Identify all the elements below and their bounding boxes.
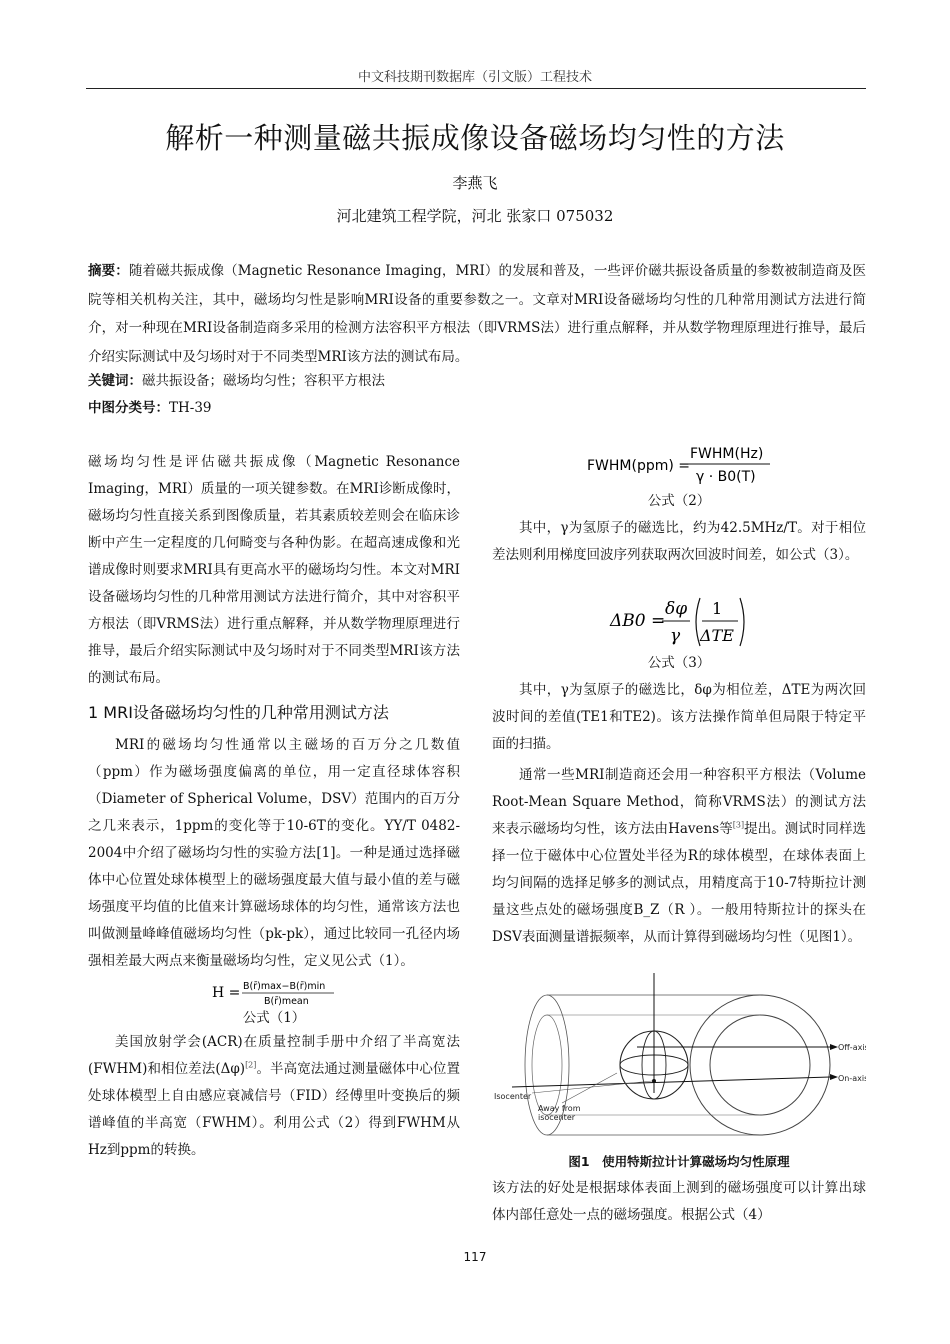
formula-2-denominator: γ · B0(T) — [696, 469, 756, 485]
keywords-label: 关键词： — [88, 373, 142, 389]
formula-2-svg — [492, 440, 866, 488]
formula-3-inner-numerator: 1 — [712, 599, 723, 618]
running-header: 中文科技期刊数据库（引文版）工程技术 — [357, 70, 592, 85]
classification — [88, 397, 866, 419]
on-axis-line — [512, 1077, 830, 1087]
formula-2-numerator: FWHM(Hz) — [690, 446, 764, 462]
formula-3-svg — [492, 592, 866, 652]
formula-3-numerator: δφ — [665, 599, 688, 619]
formula-1-numerator: B(r̄)max−B(r̄)min — [243, 981, 326, 992]
classification-label: 中图分类号： — [88, 400, 169, 416]
left-column — [88, 449, 460, 1164]
page-number: 117 — [463, 1250, 487, 1264]
affiliation: 河北建筑工程学院，河北 张家口 075032 — [336, 207, 614, 225]
figure-1-diagram — [492, 973, 866, 1151]
away-label-line1: Away from — [538, 1104, 581, 1113]
formula-1-label: 公式（1） — [242, 1010, 306, 1026]
formula-3-label: 公式（3） — [647, 655, 711, 671]
formula-2-lhs: FWHM(ppm) = — [587, 458, 691, 474]
keywords — [88, 370, 866, 392]
abstract — [88, 257, 866, 371]
formula-3-lhs: ΔB0 = — [610, 611, 666, 631]
formula-3-right-paren — [740, 598, 744, 646]
gamma-paragraph-1: 其中，γ为氢原子的磁选比，约为42.5MHz/T。对于相位差法则利用梯度回波序列获取两次回波时间差，如公式（3）。 — [492, 520, 866, 563]
away-label-line2: isocenter — [538, 1113, 576, 1122]
off-axis-label: Off-axis — [838, 1043, 866, 1052]
formula-1-svg — [88, 977, 460, 1007]
gamma-paragraph-2: 其中，γ为氢原子的磁选比，δφ为相位差，ΔTE为两次回波时间的差值(TE1和TE2)。该方法操作简单但局限于特定平面的扫描。 — [492, 682, 866, 752]
formula-2-label: 公式（2） — [647, 493, 711, 509]
formula-3 — [492, 592, 866, 652]
cylinder-back-ring-outer — [690, 995, 830, 1135]
cylinder-back-ring-inner — [710, 1015, 810, 1115]
citation-2: [2] — [245, 1060, 257, 1070]
right-column-bottom — [492, 650, 866, 951]
vrms-text-b: 提出。测试时同样选择一位于磁体中心位置处半径为R的球体模型，在球体表面上均匀间隔的选择足够多的测试点，用精度高于10-7特斯拉计测量这些点处的磁场强度B_Z（R ）。一般用特斯拉计的探头在DSV表面测量谱振频率，从而计算得到磁场均匀性（见图1）。 — [492, 821, 867, 945]
off-axis-arrowhead — [830, 1044, 838, 1050]
formula-1-denominator: B(r̄)mean — [264, 996, 309, 1007]
vrms-paragraph — [492, 762, 866, 951]
article-title: 解析一种测量磁共振成像设备磁场均匀性的方法 — [165, 121, 785, 155]
keywords-text: 磁共振设备；磁场均匀性；容积平方根法 — [142, 373, 385, 389]
isocenter-pointer — [532, 1081, 652, 1093]
right-column-top — [492, 488, 866, 569]
isocenter-dot — [652, 1079, 656, 1083]
acr-paragraph — [88, 1029, 460, 1164]
isocenter-label: Isocenter — [494, 1092, 532, 1101]
formula-2 — [492, 440, 866, 488]
section-1-heading: 1 MRI设备磁场均匀性的几种常用测试方法 — [88, 703, 389, 722]
away-pointer — [562, 1073, 617, 1103]
figure-1-caption: 图1 使用特斯拉计计算磁场均匀性原理 — [568, 1154, 790, 1169]
header-rule — [86, 88, 866, 89]
bore-front-ring — [532, 1015, 562, 1115]
formula-3-inner-denominator: ΔTE — [700, 626, 734, 645]
closing-paragraph: 该方法的好处是根据球体表面上测到的磁场强度可以计算出球体内部任意处一点的磁场强度。根据公式（4） — [492, 1180, 866, 1223]
vrms-text-a: 通常一些MRI制造商还会用一种容积平方根法（Volume Root-Mean Square Method，简称VRMS法）的测试方法来表示磁场均匀性，该方法由Havens等 — [492, 767, 866, 837]
formula-1 — [88, 977, 460, 1007]
citation-3: [3] — [732, 820, 745, 830]
abstract-label: 摘要： — [88, 263, 129, 279]
formula-3-denominator: γ — [670, 626, 681, 646]
right-column-end — [492, 1175, 866, 1229]
intro-paragraph: 磁场均匀性是评估磁共振成像（Magnetic Resonance Imaging，MRI）质量的一项关键参数。在MRI诊断成像时，磁场均匀性直接关系到图像质量，若其素质较差则会在临床诊断中产生一定程度的几何畸变与各种伪影。在超高速成像和光谱成像时则要求MRI具有更高水平的磁场均匀性。本文对MRI设备磁场均匀性的几种常用测试方法进行简介，其中对容积平方根法（即VRMS法）进行重点解释，并从数学物理原理进行推导，最后介绍实际测试中及匀场时对于不同类型MRI该方法的测试布局。 — [88, 454, 460, 686]
on-axis-arrowhead — [830, 1074, 838, 1080]
acr-text-b: 。半高宽法通过测量磁体中心位置处球体模型上自由感应衰减信号（FID）经傅里叶变换后的频谱峰值的半高宽（FWHM）。利用公式（2）得到FWHM从Hz到ppm的转换。 — [88, 1061, 461, 1158]
formula-1-lhs: H = — [212, 985, 241, 1001]
figure-1 — [492, 973, 866, 1155]
abstract-text: 随着磁共振成像（Magnetic Resonance Imaging，MRI）的发展和普及，一些评价磁共振设备质量的参数被制造商及医院等相关机构关注，其中，磁场均匀性是影响MRI设备的重要参数之一。文章对MRI设备磁场均匀性的几种常用测试方法进行简介，对一种现在MRI设备制造商多采用的检测方法容积平方根法（即VRMS法）进行重点解释，并从数学物理原理进行推导，最后介绍实际测试中及匀场时对于不同类型MRI该方法的测试布局。 — [88, 263, 866, 365]
acr-text-a: 美国放射学会(ACR)在质量控制手册中介绍了半高宽法(FWHM)和相位差法(Δφ) — [88, 1034, 460, 1077]
on-axis-label: On-axis — [838, 1074, 866, 1083]
author-name: 李燕飞 — [452, 174, 498, 192]
section-1-paragraph: MRI的磁场均匀性通常以主磁场的百万分之几数值（ppm）作为磁场强度偏离的单位，用一定直径球体容积（Diameter of Spherical Volume，DSV）范围内的百万分之几来表示，1ppm的变化等于10-6T的变化。YY/T 0482-2004中介绍了磁场均匀性的实验方法[1]。一种是通过选择磁体中心位置处球体模型上的磁场强度最大值与最小值的差与磁场强度平均值的比值来计算磁场球体的均匀性，通常该方法也叫做测量峰峰值磁场均匀性（pk-pk），通过比较同一孔径内场强相差最大两点来衡量磁场均匀性，定义见公式（1）。 — [88, 737, 460, 969]
classification-code: TH-39 — [169, 400, 212, 416]
